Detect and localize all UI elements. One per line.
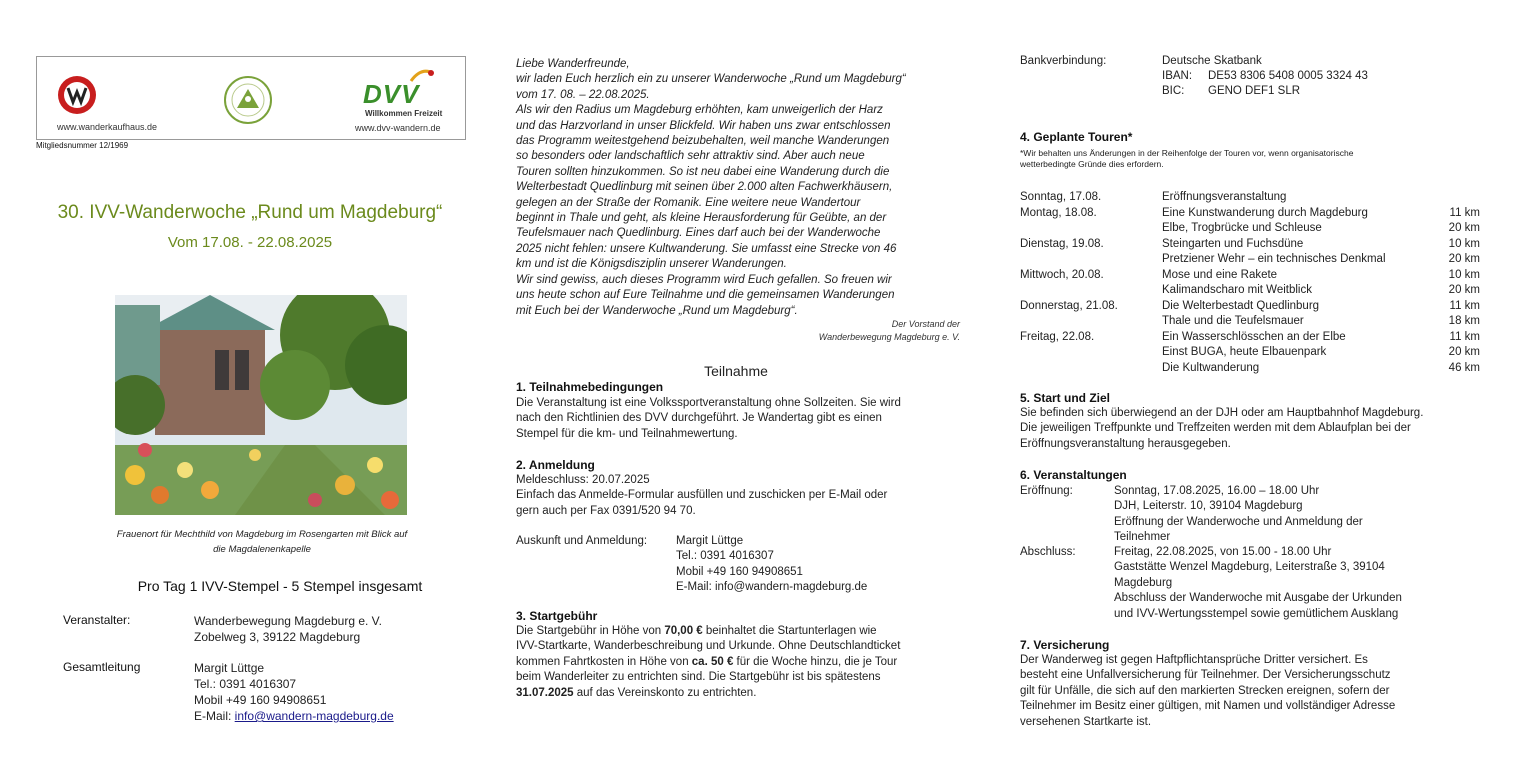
intro-line: das Programm weitestgehend beizubehalten, weil manche Wanderungen	[516, 135, 890, 148]
intro-line: wir laden Euch herzlich ein zu unserer Wanderwoche „Rund um Magdeburg“	[516, 73, 906, 86]
section-1-text	[516, 396, 901, 442]
tour-distance: 11 km	[1449, 299, 1480, 312]
tour-name: Steingarten und Fuchsdüne	[1162, 237, 1304, 250]
text-line: E-Mail: info@wandern-magdeburg.de	[676, 581, 868, 594]
section-5-text	[1020, 406, 1423, 452]
iban-label: IBAN:	[1162, 70, 1193, 82]
text-line: IVV-Startkarte, Wanderbeschreibung und Urkunde. Ohne Deutschlandticket	[516, 640, 901, 653]
iban-value: DE53 8306 5408 0005 3324 43	[1208, 70, 1368, 82]
section-6-heading: 6. Veranstaltungen	[1020, 468, 1127, 482]
dvv-logo: DVV	[363, 79, 420, 109]
text-line: Stempel für die km- und Teilnahmewertung.	[516, 427, 738, 440]
travel-cost: ca. 50 €	[691, 655, 734, 668]
bank-name: Deutsche Skatbank	[1162, 55, 1262, 67]
tour-name: Thale und die Teufelsmauer	[1162, 315, 1304, 327]
text-line: Sie befinden sich überwiegend an der DJH oder am Hauptbahnhof Magdeburg.	[1020, 407, 1424, 419]
tour-name: Die Kultwanderung	[1162, 361, 1260, 374]
tour-distance: 18 km	[1448, 315, 1480, 327]
payment-deadline: 31.07.2025	[516, 686, 574, 699]
note-line: *Wir behalten uns Änderungen in der Reihenfolge der Touren vor, wenn organisatorische	[1020, 148, 1354, 158]
text-line	[516, 686, 900, 701]
closing-value	[1114, 545, 1402, 622]
tour-name: Eine Kunstwanderung durch Magdeburg	[1162, 206, 1368, 219]
tour-name: Ein Wasserschlösschen an der Elbe	[1162, 330, 1346, 343]
intro-line: und das Harzvorland in unser Blickfeld. Wir haben uns zwar entschlossen	[516, 119, 891, 132]
text-line: DJH, Leiterstr. 10, 39104 Magdeburg	[1114, 500, 1303, 513]
tour-distance: 20 km	[1448, 222, 1480, 234]
tour-distance: 46 km	[1448, 361, 1480, 374]
text-line: gern auch per Fax 0391/520 94 70.	[516, 504, 696, 517]
text-line: gilt für Unfälle, die sich auf den markierten Strecken ereignen, sofern der	[1020, 684, 1390, 697]
ivv-logo-icon	[57, 75, 97, 115]
section-teilnahme-heading: Teilnahme	[704, 363, 768, 379]
opening-value	[1114, 484, 1363, 546]
text-line: beim Wanderleiter zu entrichten sind. Die Startgebühr ist bis spätestens	[516, 671, 881, 684]
text-line: Tel.: 0391 4016307	[676, 550, 774, 563]
intro-line: so besonders oder landschaftlich sehr attraktiv sind. Aber auch neue	[516, 150, 865, 163]
email-link[interactable]: info@wandern-magdeburg.de	[234, 709, 394, 723]
section-4-heading: 4. Geplante Touren*	[1020, 130, 1133, 144]
text-line: versehenen Startkarte ist.	[1020, 715, 1152, 728]
bank-label: Bankverbindung:	[1020, 55, 1107, 67]
intro-line: Als wir den Radius um Magdeburg erhöhten, kam unweigerlich der Harz	[516, 104, 883, 117]
tour-day: Freitag, 22.08.	[1020, 330, 1095, 343]
intro-line: mit Euch bei der Wanderwoche „Rund um Magdeburg“.	[516, 304, 798, 317]
photo-caption: Frauenort für Mechthild von Magdeburg im Rosengarten mit Blick auf die Magdalenenkapelle	[116, 529, 408, 555]
bic-value: GENO DEF1 SLR	[1208, 85, 1301, 97]
text-line: Freitag, 22.08.2025, von 15.00 - 18.00 Uhr	[1114, 546, 1332, 558]
text-line	[516, 655, 900, 670]
wanderbewegung-seal-icon	[223, 75, 273, 125]
closing-label: Abschluss:	[1020, 546, 1076, 558]
tour-day: Sonntag, 17.08.	[1020, 191, 1102, 203]
text-line: Magdeburg	[1114, 576, 1173, 589]
lead-line: Tel.: 0391 4016307	[194, 677, 297, 691]
fee-amount: 70,00 €	[664, 625, 703, 637]
text-line: Gaststätte Wenzel Magdeburg, Leiterstraße 3, 39104	[1114, 561, 1385, 574]
lead-line: Margit Lüttge	[194, 661, 265, 675]
text-span: für die Woche hinzu, die je Tour	[733, 655, 898, 668]
text-line: Die Veranstaltung ist eine Volkssportveranstaltung ohne Sollzeiten. Sie wird	[516, 397, 901, 409]
text-line: Eröffnung der Wanderwoche und Anmeldung der	[1114, 515, 1363, 528]
text-line: Der Wanderweg ist gegen Haftpflichtansprüche Dritter versichert. Es	[1020, 654, 1368, 666]
lead-email-line	[194, 708, 394, 724]
tour-name: Kalimandscharo mit Weitblick	[1162, 284, 1312, 296]
event-dates: Vom 17.08. - 22.08.2025	[167, 234, 333, 251]
text-line: Margit Lüttge	[676, 535, 744, 547]
greeting: Liebe Wanderfreunde,	[516, 58, 630, 70]
text-span: beinhaltet die Startunterlagen wie	[702, 625, 877, 637]
tour-name: Pretziener Wehr – ein technisches Denkmal	[1162, 253, 1386, 265]
lead-label: Gesamtleitung	[63, 660, 141, 674]
stamp-info: Pro Tag 1 IVV-Stempel - 5 Stempel insgesamt	[137, 578, 423, 594]
text-line	[516, 624, 900, 639]
text-line: Teilnehmer im Besitz einer gültigen, mit Namen und vollständiger Adresse	[1020, 700, 1396, 713]
intro-line: Welterbestadt Quedlinburg mit seinen über 2.000 alten Fachwerkhäusern,	[516, 181, 893, 194]
section-7-heading: 7. Versicherung	[1020, 638, 1110, 652]
intro-line: 2025 nicht fehlen: unsere Kultwanderung. Sie umfasst eine Strecke von 46	[516, 242, 897, 255]
intro-line: Wir sind gewiss, auch dieses Programm wird Euch gefallen. So freuen wir	[516, 273, 892, 286]
email-prefix: E-Mail:	[194, 709, 235, 723]
signature-line-2: Wanderbewegung Magdeburg e. V.	[818, 332, 960, 342]
tour-name: Eröffnungsveranstaltung	[1162, 191, 1287, 203]
tour-distance: 10 km	[1448, 237, 1480, 250]
note-line: wetterbedingte Gründe dies erfordern.	[1020, 159, 1164, 169]
organizer-line: Zobelweg 3, 39122 Magdeburg	[194, 630, 361, 644]
section-3-text	[516, 624, 900, 701]
lead-value	[194, 660, 394, 724]
invitation-letter	[516, 57, 966, 319]
text-line: Eröffnungsveranstaltung herausgegeben.	[1020, 437, 1231, 450]
tour-name: Einst BUGA, heute Elbauenpark	[1162, 346, 1327, 358]
intro-line: gelegen an der Straße der Romanik. Eine weitere neue Wandertour	[516, 196, 861, 209]
text-line: Meldeschluss: 20.07.2025	[516, 474, 650, 486]
tour-name: Mose und eine Rakete	[1162, 268, 1278, 281]
opening-label: Eröffnung:	[1020, 485, 1073, 497]
section-2-heading: 2. Anmeldung	[516, 458, 595, 472]
text-line: Mobil +49 160 94908651	[676, 565, 803, 578]
text-span: auf das Vereinskonto zu entrichten.	[573, 686, 757, 699]
tour-day: Donnerstag, 21.08.	[1020, 299, 1118, 312]
intro-line: Touren sollten hinzukommen. So ist neu dabei eine Wanderung durch die	[516, 165, 890, 178]
text-line: Teilnehmer	[1114, 531, 1171, 544]
logo3-url: www.dvv-wandern.de	[355, 123, 441, 133]
section-1-heading: 1. Teilnahmebedingungen	[516, 380, 664, 394]
tour-distance: 11 km	[1449, 206, 1480, 219]
tour-name: Die Welterbestadt Quedlinburg	[1162, 299, 1320, 312]
lead-line: Mobil +49 160 94908651	[194, 693, 327, 707]
intro-line: vom 17. 08. – 22.08.2025.	[516, 88, 650, 101]
section-7-text	[1020, 653, 1395, 730]
section-5-heading: 5. Start und Ziel	[1020, 391, 1111, 405]
page-title: 30. IVV-Wanderwoche „Rund um Magdeburg“	[57, 202, 443, 223]
tour-day: Montag, 18.08.	[1020, 206, 1097, 219]
tours-note	[1020, 148, 1353, 170]
tour-distance: 11 km	[1449, 330, 1480, 343]
member-number: Mitgliedsnummer 12/1969	[36, 141, 129, 150]
tour-name: Elbe, Trogbrücke und Schleuse	[1162, 222, 1322, 234]
text-line: besteht eine Unfallversicherung für Teilnehmer. Der Versicherungsschutz	[1020, 669, 1391, 682]
organizer-label: Veranstalter:	[63, 613, 131, 627]
tour-day: Dienstag, 19.08.	[1020, 237, 1104, 250]
text-line: Sonntag, 17.08.2025, 16.00 – 18.00 Uhr	[1114, 485, 1320, 497]
intro-line: beginnt in Thale und geht, als kleine Herausforderung für Geübte, an der	[516, 212, 887, 225]
tour-distance: 10 km	[1448, 268, 1480, 281]
text-line: Die jeweiligen Treffpunkte und Treffzeiten werden mit dem Ablaufplan bei der	[1020, 422, 1411, 435]
tour-distance: 20 km	[1448, 253, 1480, 265]
rose-garden-photo	[115, 295, 407, 515]
logo-banner	[36, 56, 466, 140]
contact-value	[676, 534, 867, 596]
text-line: nach den Richtlinien des DVV durchgeführt. Je Wandertag gibt es einen	[516, 412, 882, 425]
dvv-arc-icon	[409, 67, 435, 83]
text-span: kommen Fahrtkosten in Höhe von	[516, 655, 692, 668]
section-3-heading: 3. Startgebühr	[516, 609, 598, 623]
tour-distance: 20 km	[1448, 346, 1480, 358]
intro-line: Teufelsmauer nach Quedlinburg. Eines darf auch bei der Wanderwoche	[516, 227, 881, 240]
dvv-tagline: Willkommen Freizeit	[365, 109, 443, 118]
organizer-value	[194, 613, 382, 645]
tour-day: Mittwoch, 20.08.	[1020, 268, 1104, 281]
text-line: Einfach das Anmelde-Formular ausfüllen und zuschicken per E-Mail oder	[516, 489, 888, 502]
section-2-text	[516, 473, 887, 519]
contact-label: Auskunft und Anmeldung:	[516, 535, 648, 547]
intro-line: uns heute schon auf Eure Teilnahme und die gemeinsamen Wanderungen	[516, 289, 895, 302]
text-span: Die Startgebühr in Höhe von	[516, 625, 665, 637]
tour-distance: 20 km	[1448, 284, 1480, 296]
logo1-url: www.wanderkaufhaus.de	[57, 122, 158, 132]
intro-line: km und ist die Königsdisziplin unserer Wanderungen.	[516, 258, 787, 271]
organizer-line: Wanderbewegung Magdeburg e. V.	[194, 614, 382, 628]
signature-line-1: Der Vorstand der	[891, 319, 960, 329]
text-line: und IVV-Wertungsstempel sowie gemütlichem Ausklang	[1114, 607, 1399, 620]
bic-label: BIC:	[1162, 85, 1185, 97]
text-line: Abschluss der Wanderwoche mit Ausgabe der Urkunden	[1114, 592, 1402, 605]
